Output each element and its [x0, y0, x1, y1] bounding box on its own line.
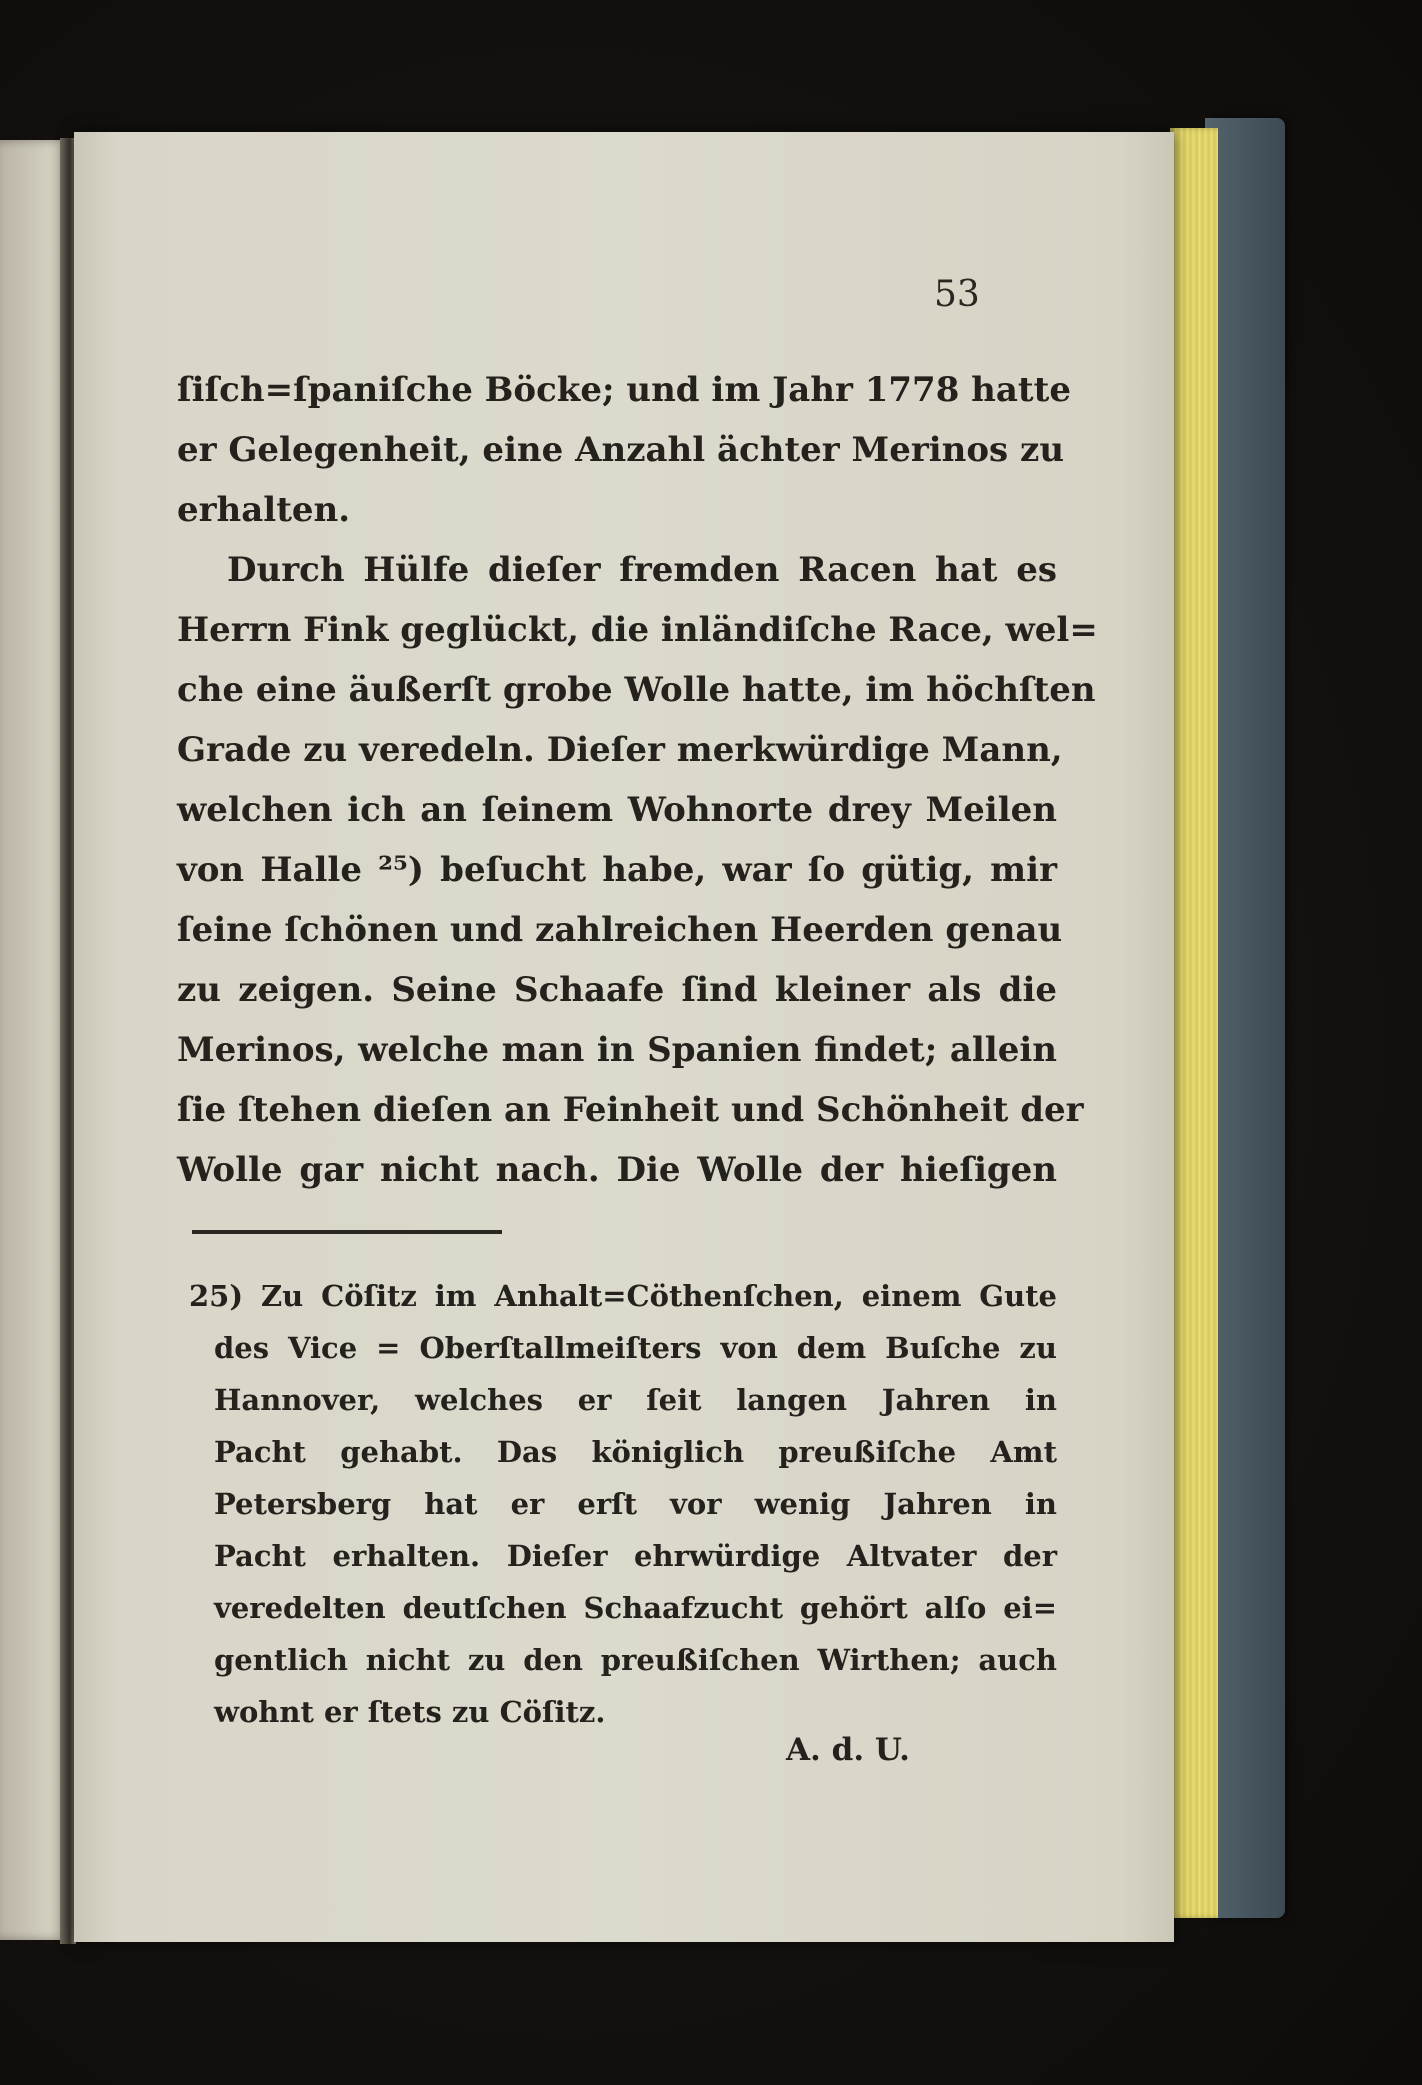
page-number: 53: [934, 274, 980, 315]
text-line: Grade zu veredeln. Dieſer merkwürdige Mann,: [177, 730, 1063, 770]
text-line: er Gelegenheit, eine Anzahl ächter Merinos zu: [177, 430, 1065, 470]
text-line: zu zeigen. Seine Schaafe ſind kleiner als die: [177, 970, 1057, 1010]
text-line: ſeine ſchönen und zahlreichen Heerden genau: [177, 910, 1063, 950]
footnote-line: Pacht gehabt. Das königlich preußiſche Amt: [214, 1435, 1057, 1469]
text-line: erhalten.: [177, 490, 351, 530]
text-line: che eine äußerſt grobe Wolle hatte, im höchſten: [177, 670, 1096, 710]
footnote-line: Pacht erhalten. Dieſer ehrwürdige Altvater der: [214, 1539, 1057, 1573]
text-line: welchen ich an ſeinem Wohnorte drey Meilen: [177, 790, 1057, 830]
footnote-line: gentlich nicht zu den preußiſchen Wirthen; auch: [214, 1643, 1057, 1677]
footnote-divider: [192, 1230, 502, 1234]
footnote-line: Petersberg hat er erſt vor wenig Jahren in: [214, 1487, 1057, 1521]
text-line: ſie ſtehen dieſen an Feinheit und Schönheit der: [177, 1090, 1084, 1130]
text-line: ſiſch=ſpaniſche Böcke; und im Jahr 1778 hatte: [177, 370, 1071, 410]
footnote-line: Hannover, welches er ſeit langen Jahren in: [214, 1383, 1057, 1417]
footnote-line: veredelten deutſchen Schaafzucht gehört alſo ei=: [214, 1591, 1057, 1625]
text-line: Durch Hülfe dieſer fremden Racen hat es: [227, 550, 1057, 590]
text-line: Merinos, welche man in Spanien findet; allein: [177, 1030, 1057, 1070]
text-line: von Halle ²⁵) beſucht habe, war ſo gütig, mir: [177, 850, 1057, 890]
footnote: [189, 1270, 1057, 1738]
text-line: Wolle gar nicht nach. Die Wolle der hieſigen: [177, 1150, 1057, 1190]
main-text: [177, 360, 1098, 1200]
footnote-line: wohnt er ſtets zu Cöſitz.: [214, 1695, 606, 1729]
footnote-line: des Vice = Oberſtallmeiſters von dem Buſche zu: [214, 1331, 1057, 1365]
book-page: [74, 132, 1174, 1942]
footnote-signature: A. d. U.: [786, 1732, 910, 1768]
left-page-edge: [0, 140, 68, 1940]
text-line: Herrn Fink geglückt, die inländiſche Race, wel=: [177, 610, 1098, 650]
footnote-line: 25) Zu Cöſitz im Anhalt=Cöthenſchen, einem Gute: [189, 1279, 1057, 1313]
page-block-edge: [1170, 128, 1218, 1918]
